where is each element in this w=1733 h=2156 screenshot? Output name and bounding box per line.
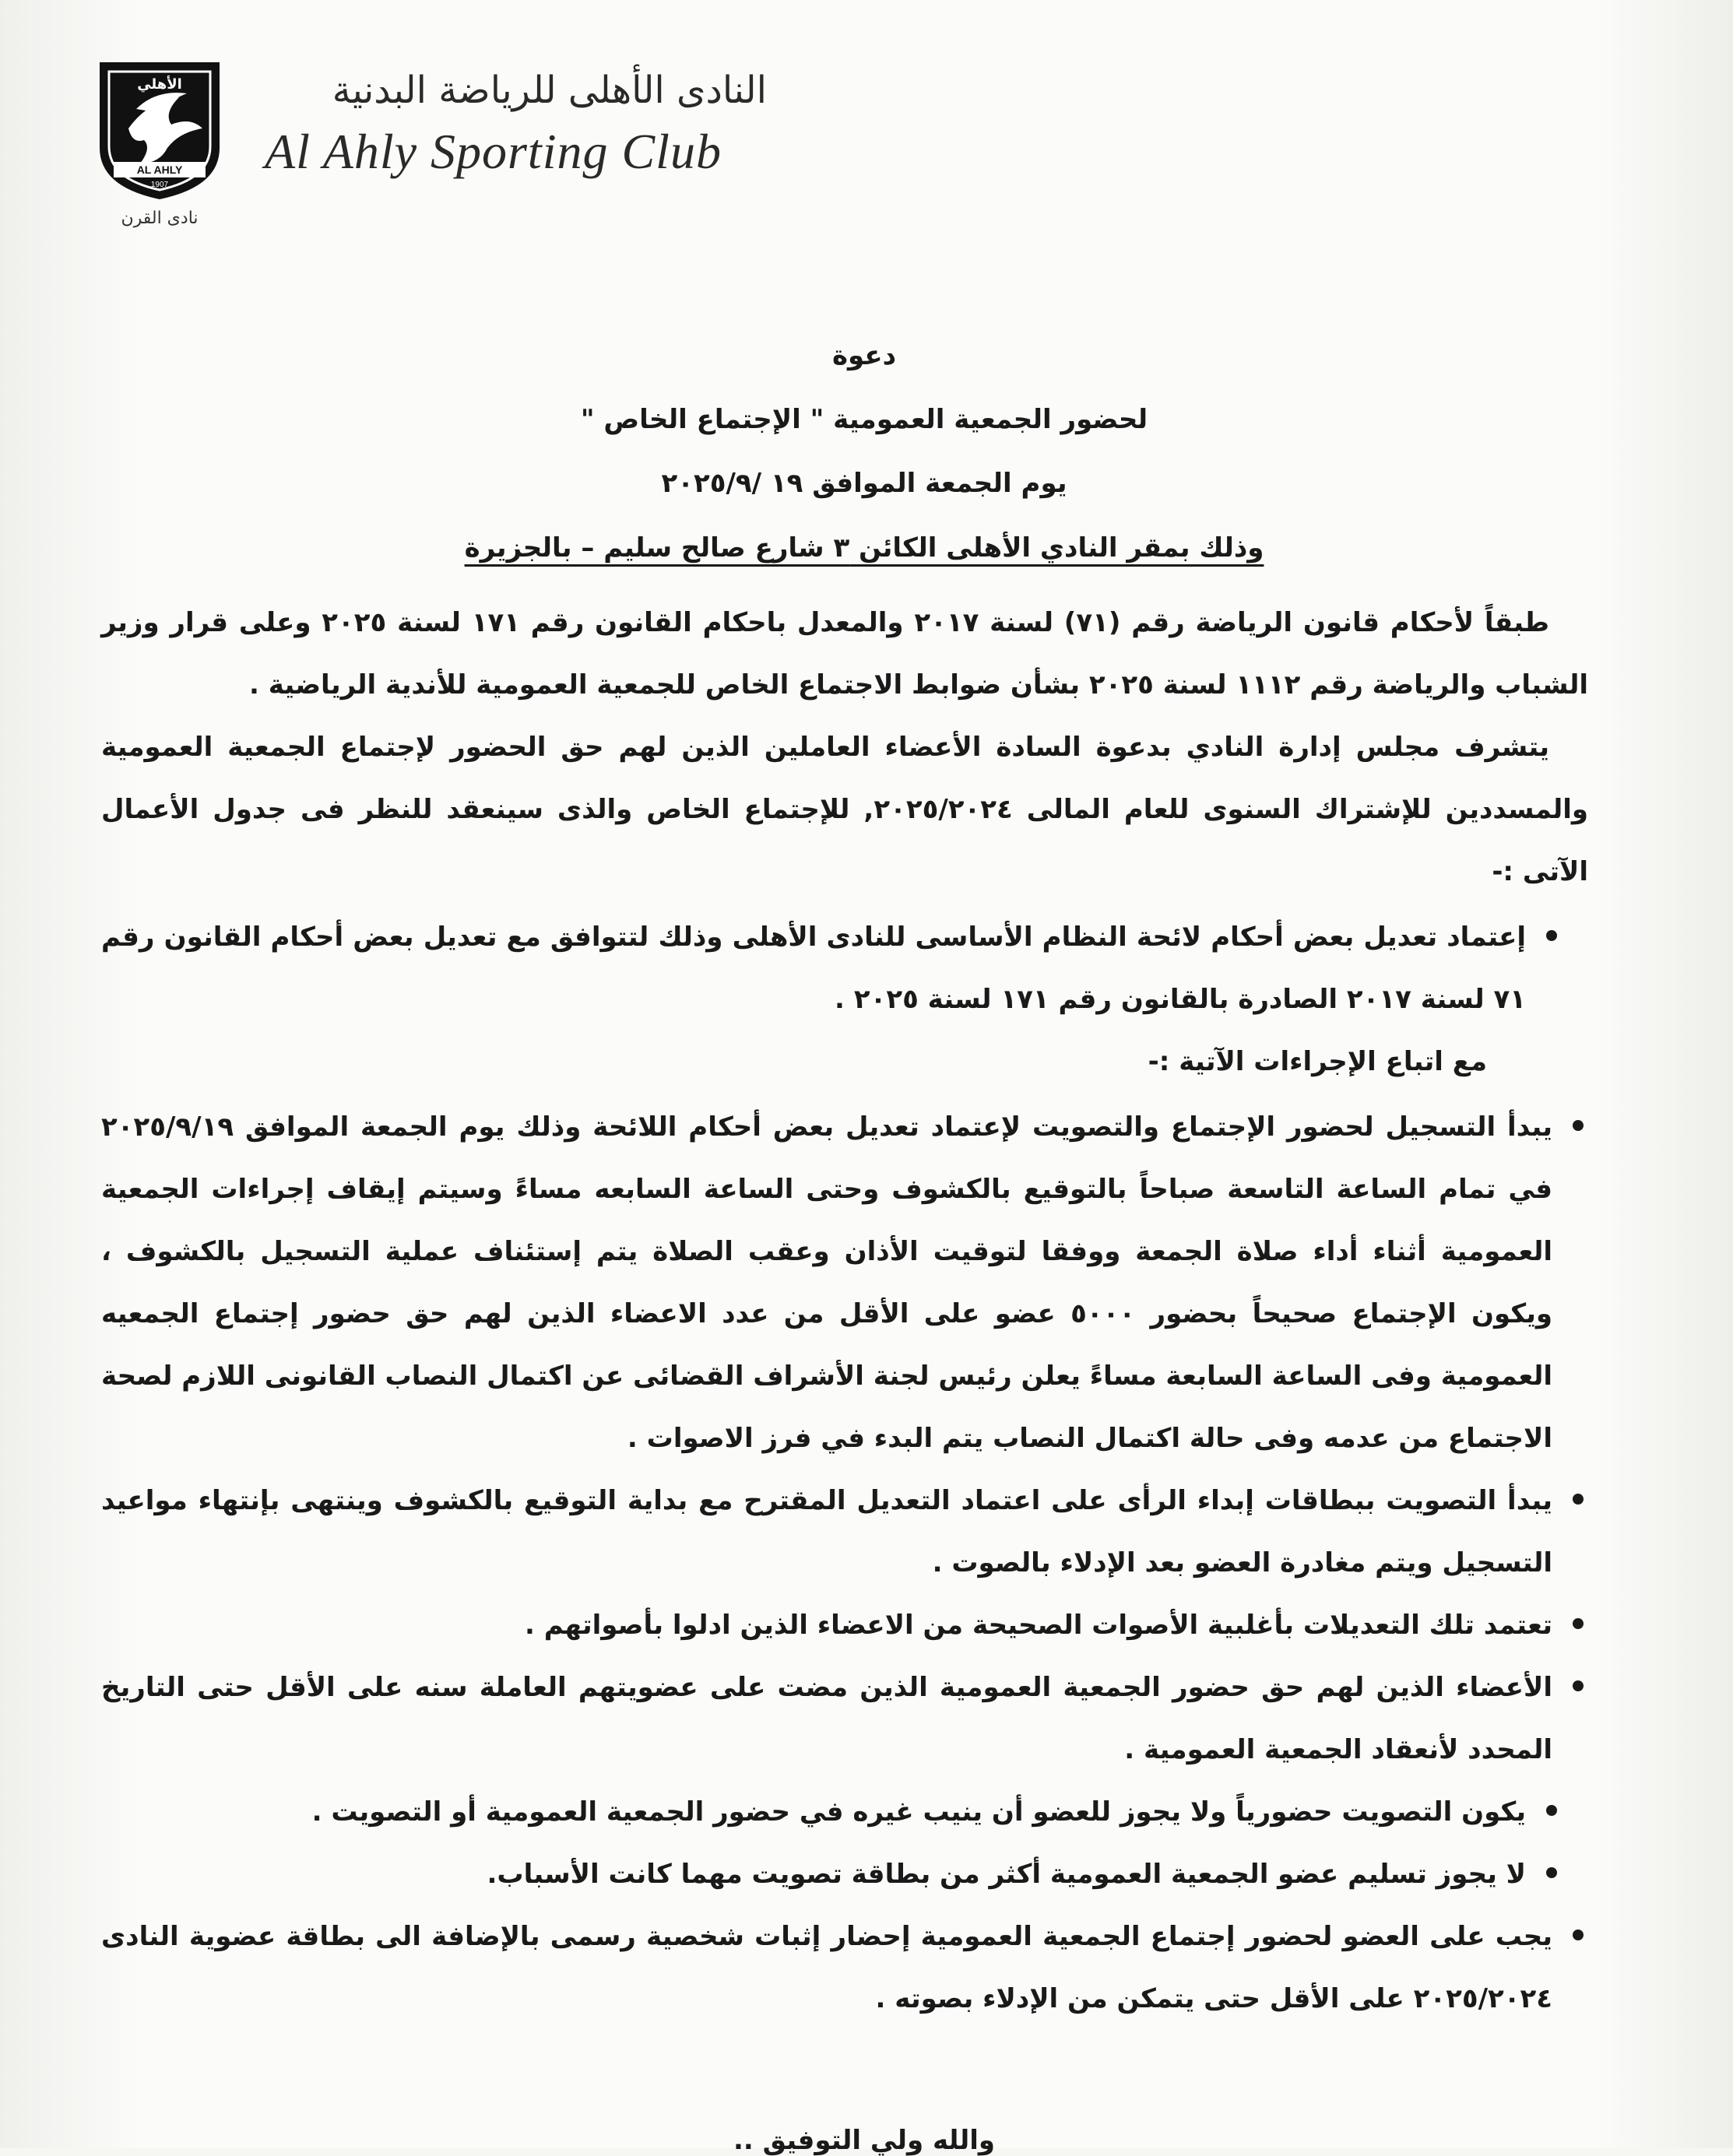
document-body — [101, 592, 1588, 2030]
procedure-item — [101, 1470, 1588, 1594]
procedure-item — [101, 1781, 1588, 1843]
procedure-item — [101, 1843, 1588, 1905]
procedure-text: يكون التصويت حضورياً ولا يجوز للعضو أن ينيب غيره في حضور الجمعية العمومية أو التصويت . — [311, 1796, 1526, 1828]
bullet-icon — [1573, 1930, 1584, 1940]
bullet-icon — [1573, 1494, 1584, 1505]
procedure-text: يجب على العضو لحضور إجتماع الجمعية العمومية إحضار إثبات شخصية رسمى بالإضافة الى بطاقة عضوية النادى ٢٠٢٥/٢٠٢٤ على الأقل حتى يتمكن من الإدلاء بصوته . — [101, 1921, 1552, 2014]
club-logo — [86, 54, 234, 249]
title-assembly: لحضور الجمعية العمومية " الإجتماع الخاص " — [580, 404, 1148, 436]
procedure-item — [101, 1656, 1588, 1781]
procedures-heading: مع اتباع الإجراءات الآتية :- — [1148, 1046, 1487, 1077]
bullet-icon — [1573, 1618, 1584, 1629]
intro-paragraph: طبقاً لأحكام قانون الرياضة رقم (٧١) لسنة ٢٠١٧ والمعدل باحكام القانون رقم ١٧١ لسنة ٢٠٢٥ وعلى قرار وزير الشباب والرياضة رقم ١١١٢ لسنة ٢٠٢٥ بشأن ضوابط الاجتماع الخاص للجمعية العمومية للأندية الرياضية . — [101, 607, 1588, 701]
invitation-paragraph: يتشرف مجلس إدارة النادي بدعوة السادة الأعضاء العاملين الذين لهم حق الحضور لإجتماع الجمعية العمومية والمسددين للإشتراك السنوى للعام المالى ٢٠٢٥/٢٠٢٤, للإجتماع الخاص والذى سينعقد للنظر فى جدول الأعمال الآتى :- — [101, 732, 1588, 887]
procedure-item — [101, 1905, 1588, 2030]
logo-year-text: 1907 — [150, 181, 169, 189]
bullet-icon — [1546, 1805, 1557, 1816]
title-date: يوم الجمعة الموافق ١٩ /٢٠٢٥/٩ — [661, 468, 1067, 500]
bullet-icon — [1546, 930, 1557, 941]
club-name-english: Al Ahly Sporting Club — [265, 124, 722, 179]
title-location: وذلك بمقر النادي الأهلى الكائن ٣ شارع صالح سليم – بالجزيرة — [464, 532, 1264, 564]
closing-line: والله ولي التوفيق .. — [733, 2125, 996, 2156]
procedure-text: الأعضاء الذين لهم حق حضور الجمعية العمومية الذين مضت على عضويتهم العاملة سنه على الأقل حتى التاريخ المحدد لأنعقاد الجمعية العمومية . — [101, 1672, 1552, 1765]
agenda-item-text: إعتماد تعديل بعض أحكام لائحة النظام الأساسى للنادى الأهلى وذلك لتتوافق مع تعديل بعض أحكام القانون رقم ٧١ لسنة ٢٠١٧ الصادرة بالقانون رقم ١٧١ لسنة ٢٠٢٥ . — [101, 922, 1526, 1015]
eagle-shield-icon — [86, 54, 234, 202]
title-invitation: دعوة — [831, 340, 897, 371]
bullet-icon — [1573, 1680, 1584, 1691]
procedure-text: تعتمد تلك التعديلات بأغلبية الأصوات الصحيحة من الاعضاء الذين ادلوا بأصواتهم . — [525, 1610, 1552, 1641]
bullet-icon — [1546, 1867, 1557, 1878]
procedure-text: لا يجوز تسليم عضو الجمعية العمومية أكثر من بطاقة تصويت مهما كانت الأسباب. — [487, 1859, 1526, 1890]
procedure-item — [101, 1096, 1588, 1470]
procedure-item — [101, 1594, 1588, 1656]
club-name-arabic: النادى الأهلى للرياضة البدنية — [332, 68, 767, 112]
logo-caption: نادى القرن — [121, 209, 199, 228]
bullet-icon — [1573, 1120, 1584, 1131]
logo-arabic-text: الأهلي — [137, 76, 182, 93]
agenda-list — [101, 906, 1588, 1031]
agenda-item — [101, 906, 1588, 1031]
procedure-text: يبدأ التصويت ببطاقات إبداء الرأى على اعتماد التعديل المقترح مع بداية التوقيع بالكشوف وينتهى بإنتهاء مواعيد التسجيل ويتم مغادرة العضو بعد الإدلاء بالصوت . — [101, 1485, 1552, 1578]
procedure-text: يبدأ التسجيل لحضور الإجتماع والتصويت لإعتماد تعديل بعض أحكام اللائحة وذلك يوم الجمعة الموافق ٢٠٢٥/٩/١٩ في تمام الساعة التاسعة صباحاً بالتوقيع بالكشوف وحتى الساعة السابعه مساءً وسيتم إيقاف إجراءات الجمعية العمومية أثناء أداء صلاة الجمعة ووفقا لتوقيت الأذان وعقب الصلاة يتم إستئناف عملية التسجيل بالكشوف ، ويكون الإجتماع صحيحاً بحضور ٥٠٠٠ عضو على الأقل من عدد الاعضاء الذين لهم حق حضور إجتماع الجمعيه العمومية وفى الساعة السابعة مساءً يعلن رئيس لجنة الأشراف القضائى عن اكتمال النصاب القانونى اللازم لصحة الاجتماع من عدمه وفى حالة اكتمال النصاب يتم البدء في فرز الاصوات . — [101, 1111, 1552, 1454]
invitation-title-block — [234, 339, 1495, 595]
logo-banner-text: AL AHLY — [136, 163, 183, 176]
procedures-list — [101, 1096, 1588, 2030]
